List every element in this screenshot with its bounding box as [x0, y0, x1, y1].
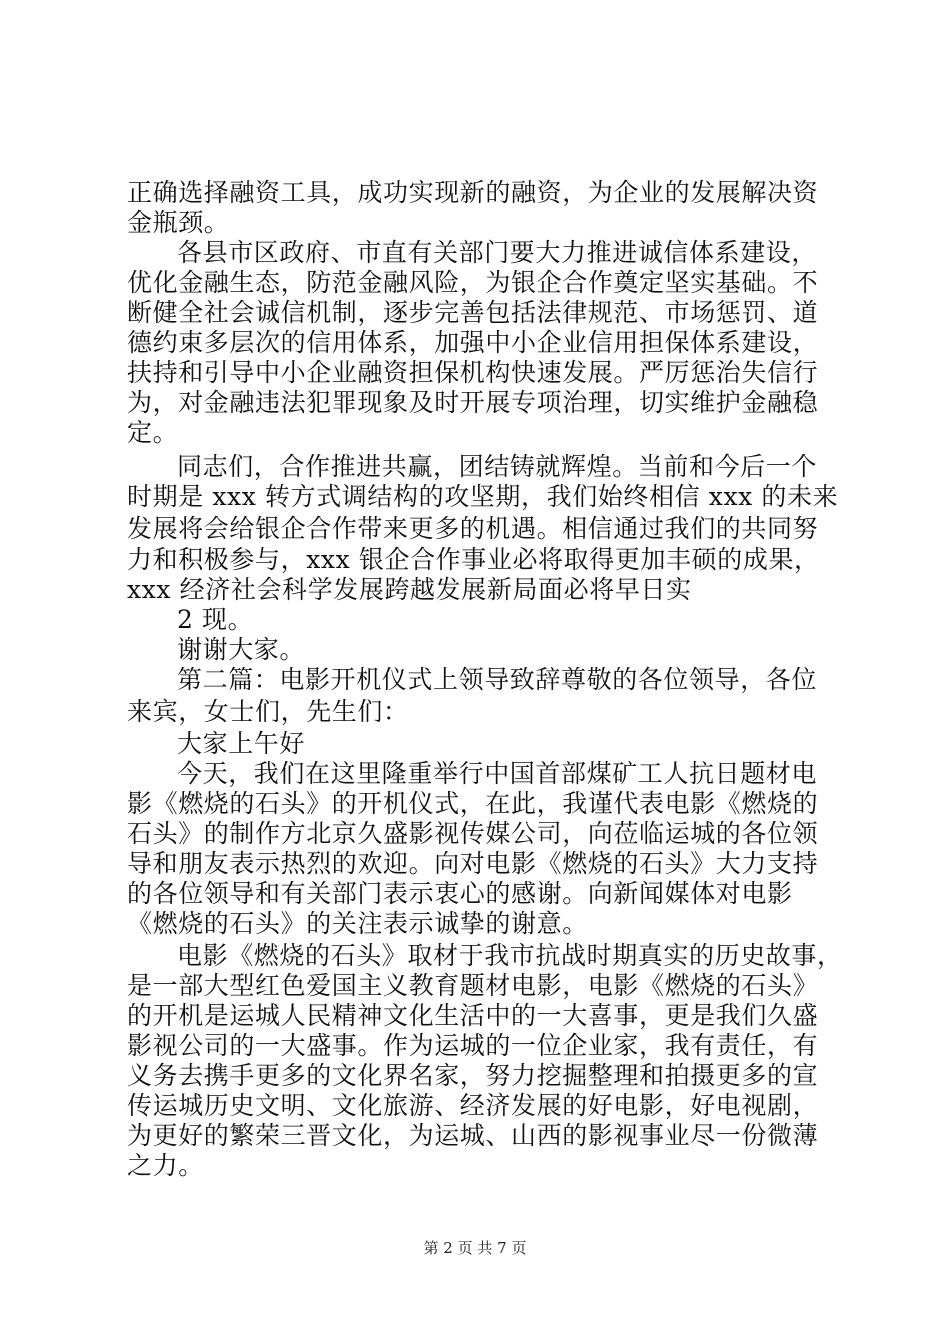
text-line: 之力。	[127, 1151, 204, 1180]
text-line: 传运城历史文明、文化旅游、经济发展的好电影，好电视剧，	[127, 1091, 819, 1120]
text-line: xxx 经济社会科学发展跨越发展新局面必将早日实	[127, 575, 692, 604]
text-line: 是一部大型红色爱国主义教育题材电影，电影《燃烧的石头》	[127, 971, 819, 1000]
text-line: 影视公司的一大盛事。作为运城的一位企业家，我有责任，有	[127, 1031, 819, 1060]
text-line: 导和朋友表示热烈的欢迎。向对电影《燃烧的石头》大力支持	[127, 849, 819, 878]
text-line: 电影《燃烧的石头》取材于我市抗战时期真实的历史故事，	[177, 941, 843, 970]
text-line: 石头》的制作方北京久盛影视传媒公司，向莅临运城的各位领	[127, 819, 819, 848]
text-line: 时期是 xxx 转方式调结构的攻坚期，我们始终相信 xxx 的未来	[127, 482, 839, 511]
text-line: 德约束多层次的信用体系，加强中小企业信用担保体系建设，	[127, 328, 819, 357]
text-line: 力和积极参与，xxx 银企合作事业必将取得更加丰硕的成果，	[127, 545, 820, 574]
text-line: 大家上午好	[177, 729, 306, 758]
text-line: 各县市区政府、市直有关部门要大力推进诚信体系建设，	[177, 238, 818, 267]
page-number-footer: 第 2 页 共 7 页	[423, 1239, 527, 1257]
text-line: 发展将会给银企合作带来更多的机遇。相信通过我们的共同努	[127, 514, 819, 543]
text-line: 的开机是运城人民精神文化生活中的一大喜事，更是我们久盛	[127, 1001, 819, 1030]
text-line: 扶持和引导中小企业融资担保机构快速发展。严厉惩治失信行	[127, 358, 819, 387]
text-line: 金瓶颈。	[127, 208, 230, 237]
text-line: 同志们，合作推进共赢，团结铸就辉煌。当前和今后一个	[177, 452, 818, 481]
text-line: 断健全社会诚信机制，逐步完善包括法律规范、市场惩罚、道	[127, 298, 819, 327]
text-line: 《燃烧的石头》的关注表示诚挚的谢意。	[127, 909, 588, 938]
text-line: 定。	[127, 418, 179, 447]
text-line: 正确选择融资工具，成功实现新的融资，为企业的发展解决资	[127, 178, 819, 207]
text-line: 2 现。	[177, 605, 254, 634]
text-line: 谢谢大家。	[177, 635, 306, 664]
text-line: 今天，我们在这里隆重举行中国首部煤矿工人抗日题材电	[177, 759, 818, 788]
text-line: 为，对金融违法犯罪现象及时开展专项治理，切实维护金融稳	[127, 388, 819, 417]
text-line: 的各位领导和有关部门表示衷心的感谢。向新闻媒体对电影	[127, 879, 793, 908]
text-line: 为更好的繁荣三晋文化，为运城、山西的影视事业尽一份微薄	[127, 1121, 819, 1150]
text-line: 优化金融生态，防范金融风险，为银企合作奠定坚实基础。不	[127, 268, 819, 297]
text-line: 第二篇：电影开机仪式上领导致辞尊敬的各位领导，各位	[177, 665, 818, 694]
text-line: 来宾，女士们，先生们：	[127, 697, 409, 726]
text-line: 义务去携手更多的文化界名家，努力挖掘整理和拍摄更多的宣	[127, 1061, 819, 1090]
text-line: 影《燃烧的石头》的开机仪式，在此，我谨代表电影《燃烧的	[127, 789, 819, 818]
